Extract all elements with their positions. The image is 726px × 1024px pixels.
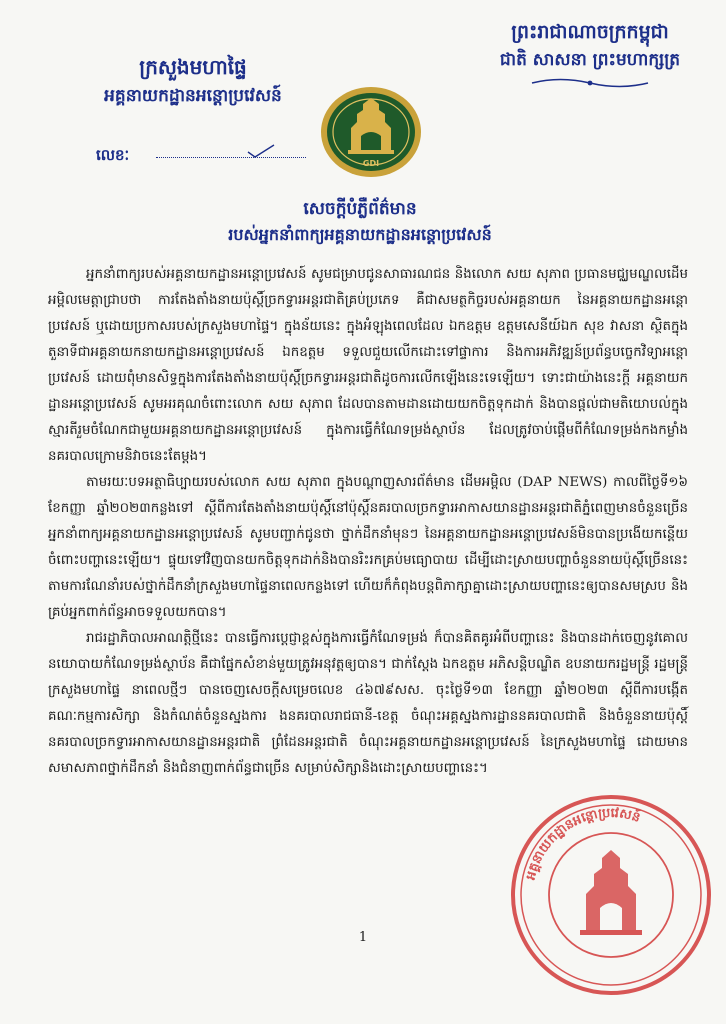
paragraph-2: តាមរយៈបទអត្ថាធិប្បាយរបស់លោក សយ សុភាព ក្នុងបណ្តាញសារព័ត៌មាន ដើមអម្ពិល (DAP NEWS) កាលពីថ្ងៃទី១៦ ខែកញ្ញា ឆ្នាំ២០២៣កន្លងទៅ ស្តីពីការតែងតាំងនាយប៉ុស្តិ៍នៅប៉ុស្តិ៍នគរបាលច្រកទ្វារអាកាសយានដ្ឋានអន្តរជាតិភ្នំពេញមានចំនួនច្រើន អ្នកនាំពាក្យអគ្គនាយកដ្ឋានអន្តោប្រវេសន៍ សូមបញ្ជាក់ជូនថា ថ្នាក់ដឹកនាំមុនៗ នៃអគ្គនាយកដ្ឋានអន្តោប្រវេសន៍មិនបានប្រងើយកន្តើយចំពោះបញ្ហានេះឡើយ។ ផ្ទុយទៅវិញបានយកចិត្តទុកដាក់និងបានរិះរកគ្រប់មធ្យោបាយ ដើម្បីដោះស្រាយបញ្ហាចំនួននាយប៉ុស្តិ៍ច្រើននេះ តាមការណែនាំរបស់ថ្នាក់ដឹកនាំក្រសួងមហាផ្ទៃនាពេលកន្លងទៅ ហើយក៏កំពុងបន្តពិភាក្សាគ្នាដោះស្រាយបញ្ហានេះឲ្យបានសមស្រប និងគ្រប់អ្នកពាក់ព័ន្ធអាចទទួលយកបាន។ — [48, 475, 688, 620]
national-motto: ជាតិ សាសនា ព្រះមហាក្សត្រ — [499, 50, 681, 70]
svg-text:អគ្គនាយកដ្ឋានអន្តោប្រវេសន៍ — [523, 806, 642, 883]
ministry-header — [88, 52, 298, 110]
department-name: អគ្គនាយកដ្ឋានអន្តោប្រវេសន៍ — [104, 86, 282, 106]
paragraph-3: រាជរដ្ឋាភិបាលអាណត្តិថ្មីនេះ បានធ្វើការប្តេជ្ញាខ្ពស់ក្នុងការធ្វើកំណែទម្រង់ ក៏បានគិតគូរអំពីបញ្ហានេះ និងបានដាក់ចេញនូវគោលនយោបាយកំណែទម្រង់ស្ថាប័ន គឺជាផ្នែកសំខាន់មួយត្រូវអនុវត្តឲ្យបាន។ ជាក់ស្តែង ឯកឧត្តម អភិសន្តិបណ្ឌិត ឧបនាយករដ្ឋមន្ត្រី រដ្ឋមន្ត្រីក្រសួងមហាផ្ទៃ នាពេលថ្មីៗ បានចេញសេចក្តីសម្រេចលេខ ៤៦៧៩សស. ចុះថ្ងៃទី១៣ ខែកញ្ញា ឆ្នាំ២០២៣ ស្តីពីការបង្កើតគណៈកម្មការសិក្សា និងកំណត់ចំនួនស្នងការ ងនគរបាលរាជធានី-ខេត្ត ចំណុះអគ្គស្នងការដ្ឋាននគរបាលជាតិ និងចំនួននាយប៉ុស្តិ៍នគរបាលច្រកទ្វារអាកាសយានដ្ឋានអន្តរជាតិ ព្រំដែនអន្តរជាតិ ចំណុះអគ្គនាយកដ្ឋានអន្តោប្រវេសន៍ នៃក្រសួងមហាផ្ទៃ ដោយមានសមាសភាពថ្នាក់ដឹកនាំ និងជំនាញពាក់ព័ន្ធជាច្រើន សម្រាប់សិក្សានិងដោះស្រាយបញ្ហានេះ។ — [48, 631, 688, 776]
number-label: លេខៈ — [96, 146, 130, 164]
title-line-1: សេចក្តីបំភ្លឺព័ត៌មាន — [303, 199, 417, 219]
number-blank-line — [156, 157, 306, 158]
ornament-divider-icon — [530, 76, 650, 90]
paragraph-1: អ្នកនាំពាក្យរបស់អគ្គនាយកដ្ឋានអន្តោប្រវេសន៍ សូមជម្រាបជូនសាធារណជន និងលោក សយ សុភាព ប្រធានមជ្ឈមណ្ឌលដើមអម្ពិលមេត្តាជ្រាបថា ការតែងតាំងនាយប៉ុស្តិ៍ច្រកទ្វារអន្តរជាតិគ្រប់ប្រភេទ គឺជាសមត្ថកិច្ចរបស់អគ្គនាយក នៃអគ្គនាយកដ្ឋានអន្តោប្រវេសន៍ ឬដោយប្រកាសរបស់ក្រសួងមហាផ្ទៃ។ ក្នុងន័យនេះ ក្នុងអំឡុងពេលដែល ឯកឧត្តម ឧត្តមសេនីយ៍ឯក សុខ វាសនា ស្ថិតក្នុងតួនាទីជាអគ្គនាយកនាយកដ្ឋានអន្តោប្រវេសន៍ ឯកឧត្តម ទទួលជួយលើកដោះទៅផ្ទាការ និងការអភិវឌ្ឍន៍ប្រព័ន្ធបច្ចេកវិទ្យាអន្តោប្រវេសន៍ ដោយពុំមានសិទ្ធក្នុងការតែងតាំងនាយប៉ុស្តិ៍ច្រកទ្វារអន្តរជាតិដូចការលើកឡើងនេះទេឡើយ។ ទោះជាយ៉ាងនេះក្តី អគ្គនាយកដ្ឋានអន្តោប្រវេសន៍ សូមអរគុណចំពោះលោក សយ សុភាព ដែលបានតាមដានដោយយកចិត្តទុកដាក់ និងបានផ្តល់ជាមតិយោបល់ក្នុងស្មារតីរួមចំណែកជាមួយអគ្គនាយកដ្ឋានអន្តោប្រវេសន៍ ក្នុងការធ្វើកំណែទម្រង់ស្ថាប័ន ដែលត្រូវចាប់ផ្តើមពីកំណែទម្រង់កងកម្លាំងនគរបាលក្រោមនិវាចនេះតែម្តង។ — [48, 267, 688, 464]
official-seal-icon — [506, 790, 716, 1000]
logo-text: GDI — [362, 159, 380, 168]
reference-number-field — [96, 143, 316, 167]
seal-text: អគ្គនាយកដ្ឋានអន្តោប្រវេសន៍ — [523, 805, 643, 882]
checkmark-icon — [246, 143, 276, 159]
title-line-2: របស់អ្នកនាំពាក្យអគ្គនាយកដ្ឋានអន្តោប្រវេសន៍ — [228, 225, 492, 244]
kingdom-name: ព្រះរាជាណាចក្រកម្ពុជា — [511, 21, 669, 43]
gdi-emblem-icon — [318, 84, 424, 180]
document-body — [48, 262, 688, 782]
ministry-name: ក្រសួងមហាផ្ទៃ — [139, 55, 247, 79]
kingdom-header — [470, 18, 710, 94]
document-title — [150, 196, 570, 248]
page-number: 1 — [358, 930, 368, 945]
